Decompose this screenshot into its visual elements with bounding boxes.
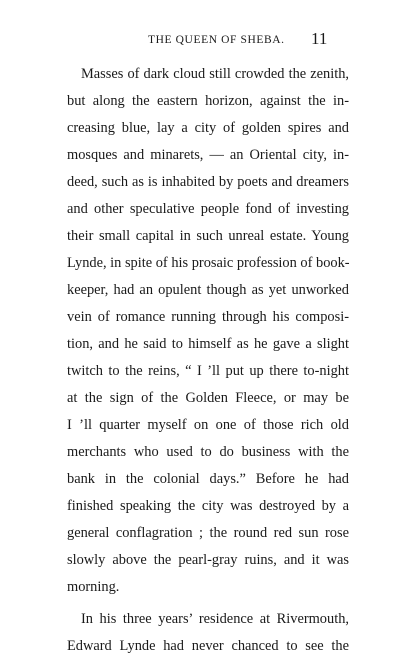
text-line: at the sign of the Golden Fleece, or may be xyxy=(67,390,349,406)
text-line: tion, and he said to himself as he gave a slight xyxy=(67,336,349,352)
paragraph-1 xyxy=(67,61,349,601)
text-line: but along the eastern horizon, against the in- xyxy=(67,93,349,109)
text-line: I ’ll quarter myself on one of those rich old xyxy=(67,417,349,433)
body-text xyxy=(67,61,349,660)
text-line: morning. xyxy=(67,579,120,595)
page-number: 11 xyxy=(311,29,328,48)
text-line: Edward Lynde had never chanced to see the xyxy=(67,638,349,654)
paragraph-2 xyxy=(67,606,349,660)
text-line: keeper, had an opulent though as yet unworked xyxy=(67,282,349,298)
text-line: bank in the colonial days.” Before he had xyxy=(67,471,349,487)
text-line: vein of romance running through his composi- xyxy=(67,309,349,325)
text-line: and other speculative people fond of investing xyxy=(67,201,349,217)
text-line: In his three years’ residence at Rivermouth, xyxy=(81,611,349,627)
text-line: Lynde, in spite of his prosaic profession of book- xyxy=(67,255,350,271)
text-line: general conflagration ; the round red sun rose xyxy=(67,525,349,541)
text-line: their small capital in such unreal estate. Young xyxy=(67,228,349,244)
text-line: twitch to the reins, “ I ’ll put up there to-night xyxy=(67,363,349,379)
running-title: THE QUEEN OF SHEBA. xyxy=(148,34,285,46)
text-line: Masses of dark cloud still crowded the zenith, xyxy=(81,66,349,82)
text-line: deed, such as is inhabited by poets and dreamers xyxy=(67,174,349,190)
text-line: creasing blue, lay a city of golden spires and xyxy=(67,120,349,136)
text-line: finished speaking the city was destroyed by a xyxy=(67,498,349,514)
text-line: slowly above the pearl-gray ruins, and it was xyxy=(67,552,349,568)
text-line: merchants who used to do business with the xyxy=(67,444,349,460)
text-line: mosques and minarets, — an Oriental city, in- xyxy=(67,147,349,163)
running-head xyxy=(0,30,416,50)
